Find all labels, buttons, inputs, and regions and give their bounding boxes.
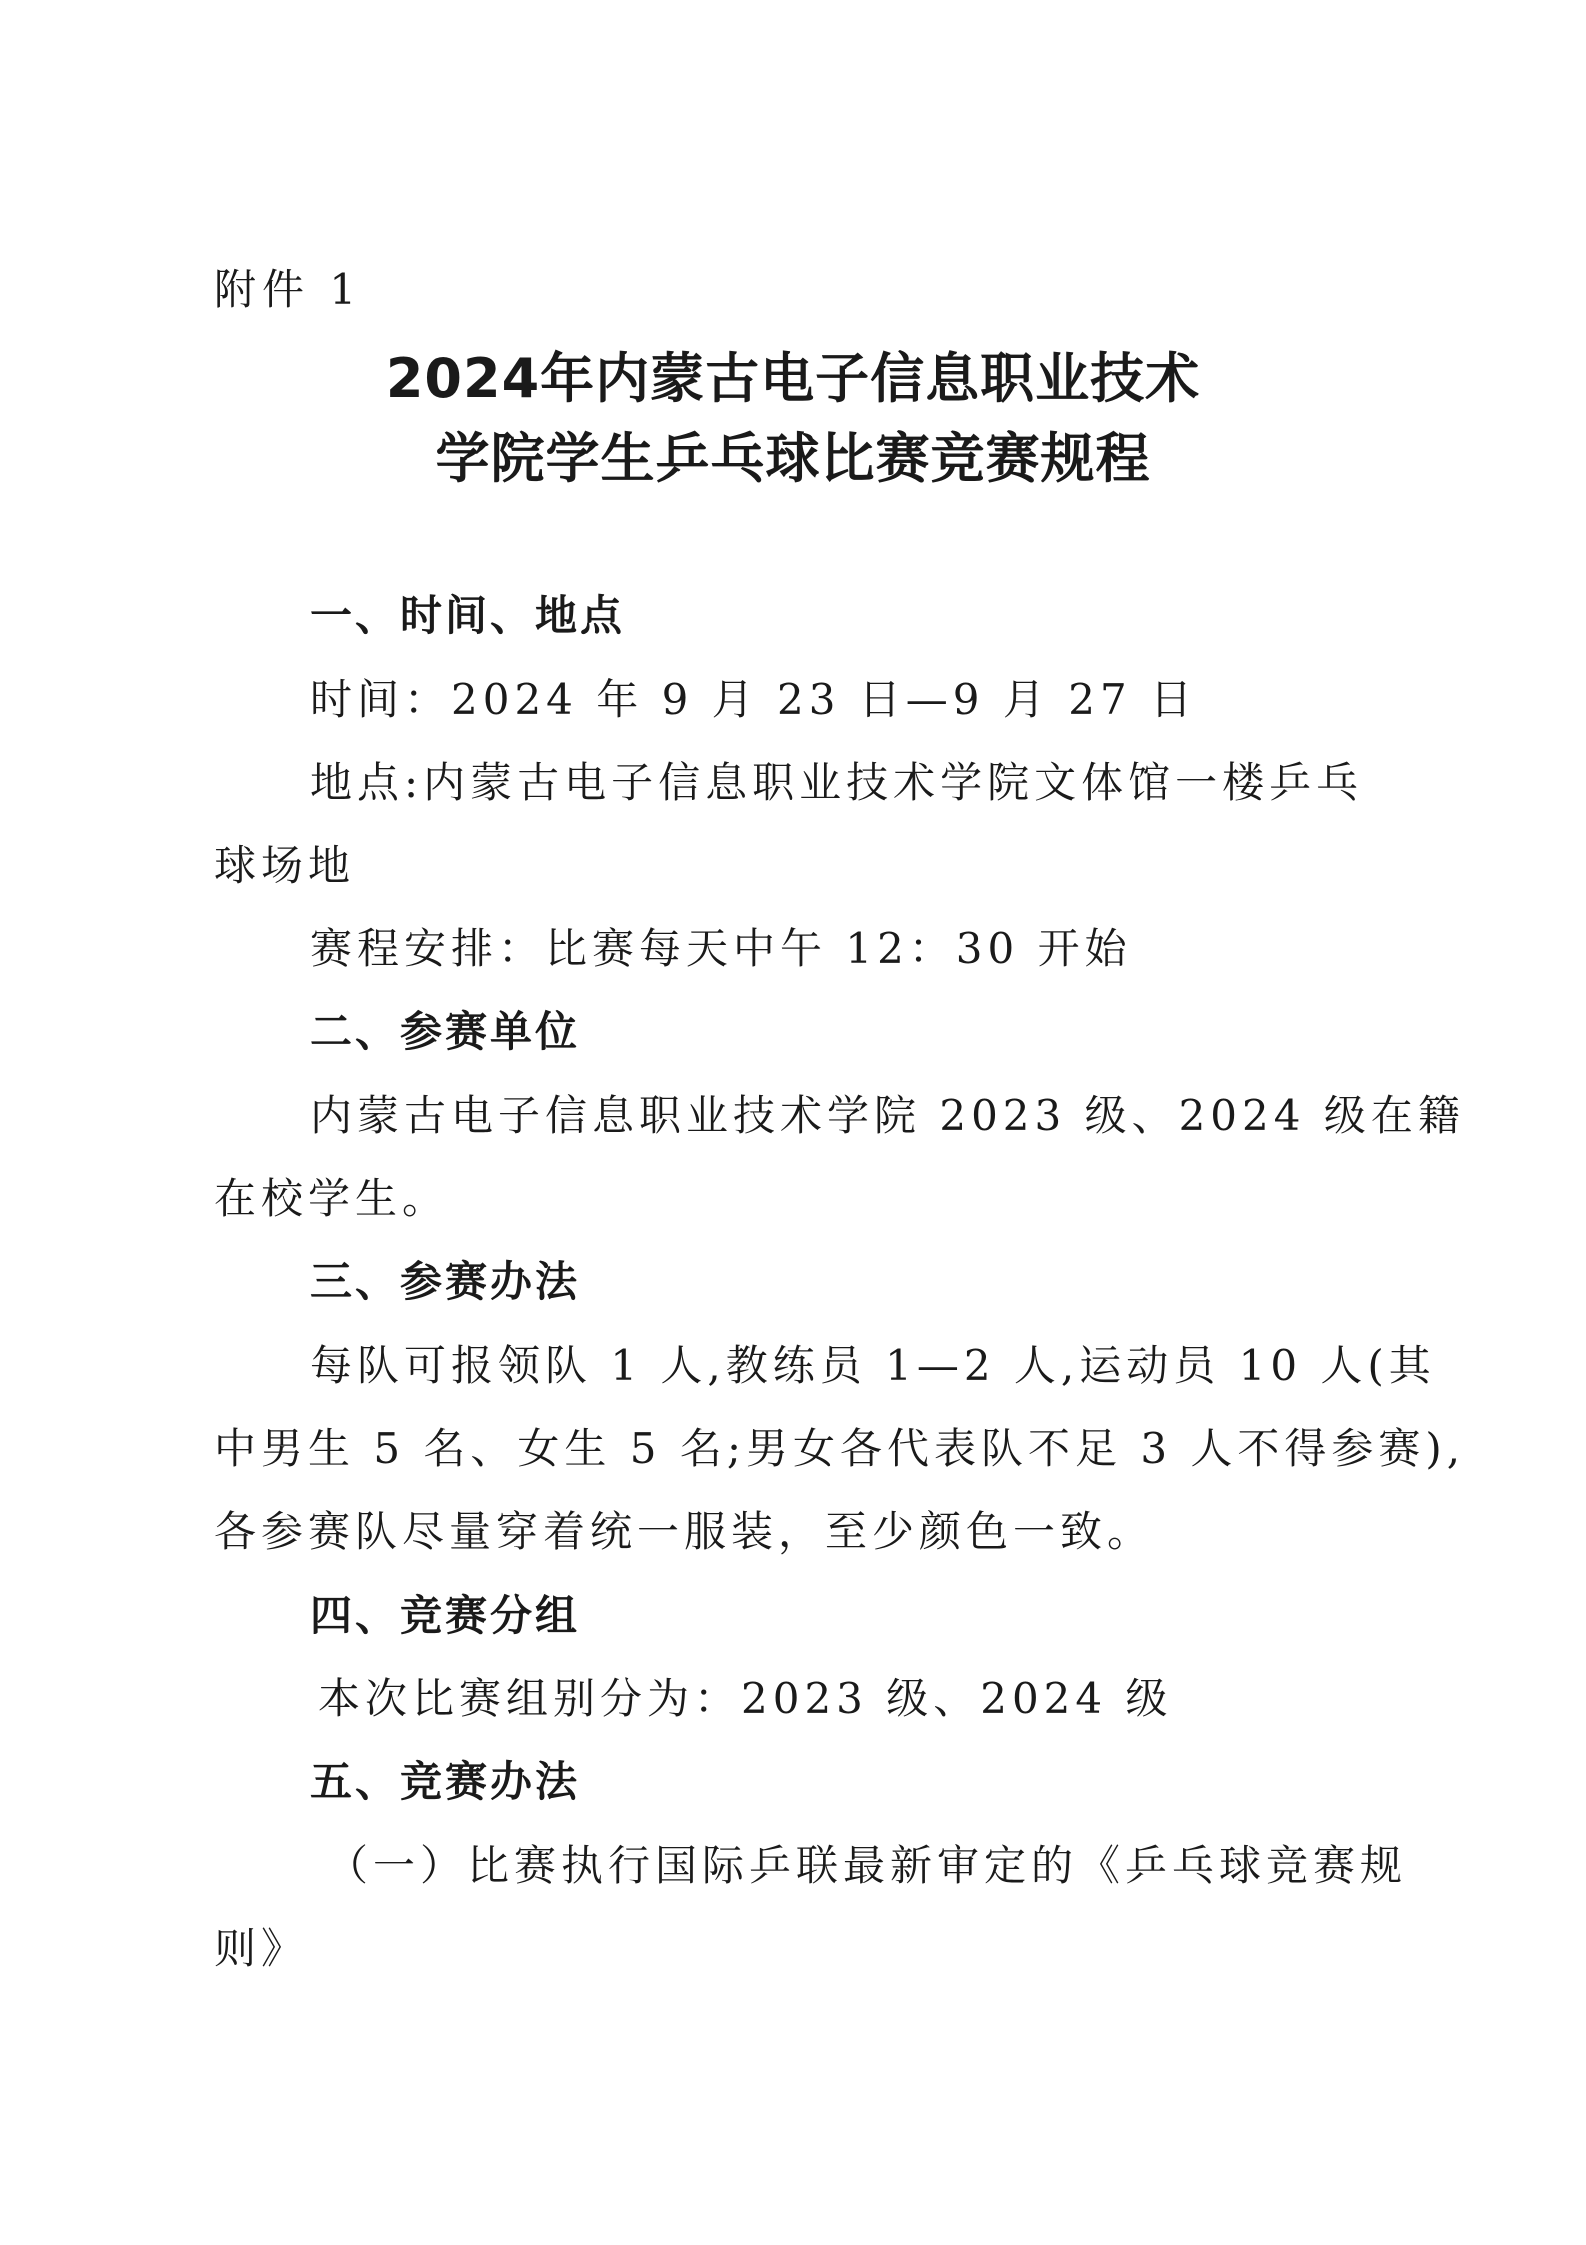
section-1-time: 时间：2024 年 9 月 23 日—9 月 27 日 bbox=[310, 675, 1198, 724]
section-3-body-line-2: 中男生 5 名、女生 5 名;男女各代表队不足 3 人不得参赛), bbox=[214, 1424, 1466, 1473]
section-5-heading: 五、竞赛办法 bbox=[310, 1757, 581, 1806]
section-2-body-line-1: 内蒙古电子信息职业技术学院 2023 级、2024 级在籍 bbox=[310, 1091, 1465, 1140]
document-title-line-1: 2024年内蒙古电子信息职业技术 bbox=[385, 347, 1201, 410]
document-title-line-2: 学院学生乒乓球比赛竞赛规程 bbox=[435, 427, 1151, 490]
section-5-item-1-line-1: （一）比赛执行国际乒联最新审定的《乒乓球竞赛规 bbox=[326, 1841, 1408, 1890]
section-1-schedule: 赛程安排：比赛每天中午 12：30 开始 bbox=[310, 924, 1132, 973]
section-3-heading: 三、参赛办法 bbox=[310, 1257, 581, 1306]
section-3-body-line-3: 各参赛队尽量穿着统一服装，至少颜色一致。 bbox=[214, 1507, 1155, 1556]
attachment-label: 附件 1 bbox=[214, 265, 363, 314]
section-2-body-line-2: 在校学生。 bbox=[214, 1174, 450, 1223]
section-4-body: 本次比赛组别分为：2023 级、2024 级 bbox=[318, 1674, 1173, 1723]
section-1-place-line-2: 球场地 bbox=[214, 841, 356, 890]
section-5-item-1-line-2: 则》 bbox=[214, 1924, 309, 1973]
section-3-body-line-1: 每队可报领队 1 人,教练员 1—2 人,运动员 10 人(其 bbox=[310, 1341, 1436, 1390]
section-1-heading: 一、时间、地点 bbox=[310, 591, 626, 640]
section-1-place-line-1: 地点:内蒙古电子信息职业技术学院文体馆一楼乒乓 bbox=[310, 758, 1364, 807]
section-2-heading: 二、参赛单位 bbox=[310, 1007, 581, 1056]
section-4-heading: 四、竞赛分组 bbox=[310, 1591, 581, 1640]
